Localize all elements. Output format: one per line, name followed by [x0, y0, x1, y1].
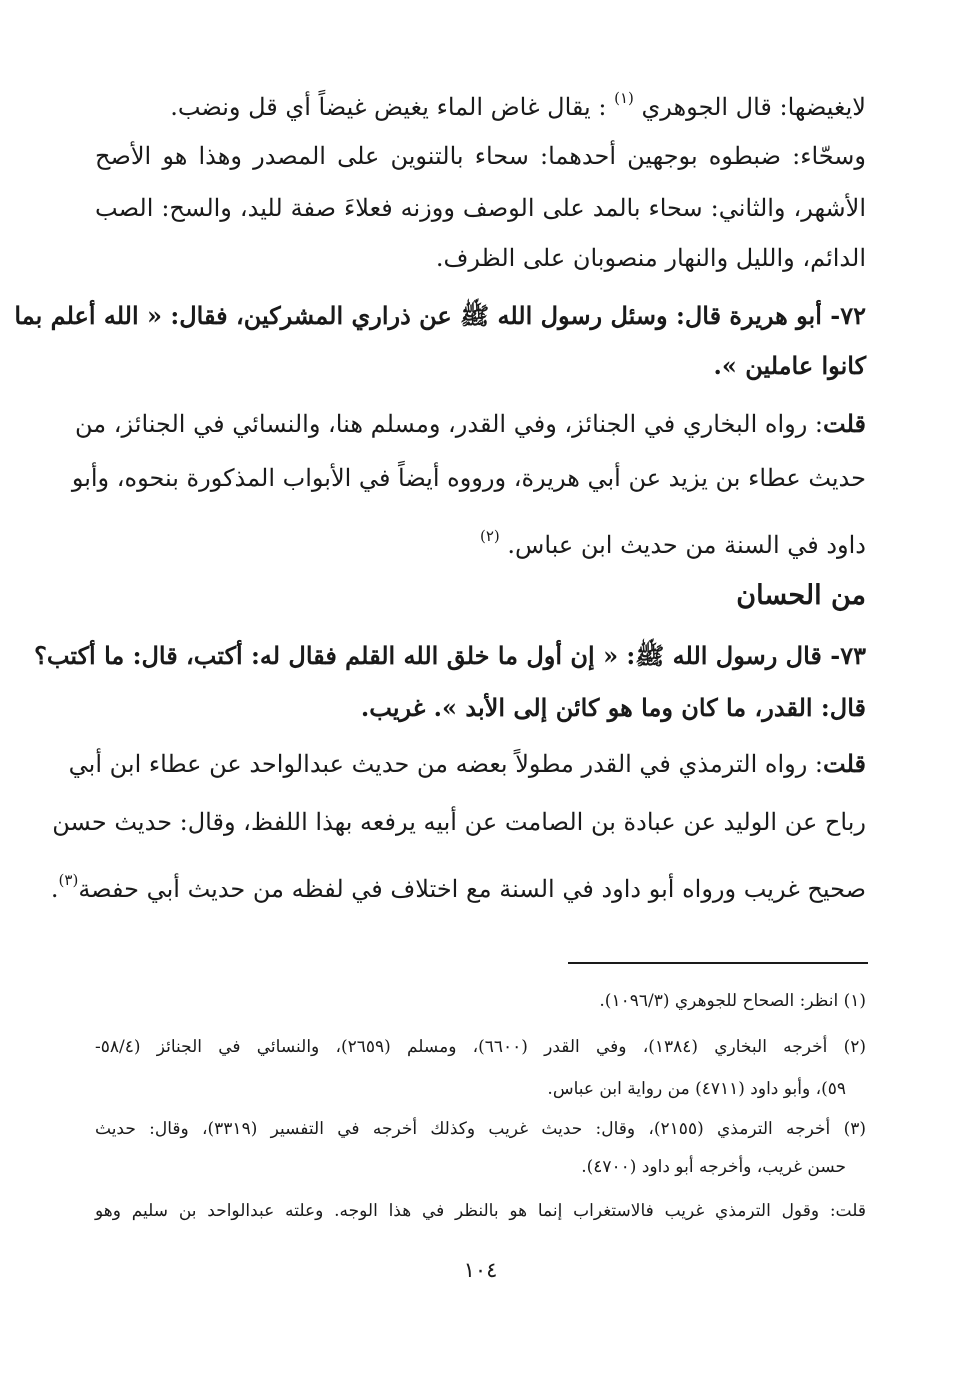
section-heading: من الحسان	[736, 580, 866, 611]
footnote: حسن غريب، وأخرجه أبو داود (٤٧٠٠).	[581, 1157, 846, 1177]
hadith-line: قال: القدر، ما كان وما هو كائن إلى الأبد ». غريب.	[360, 693, 866, 722]
footnote: (٣) أخرجه الترمذي (٢١٥٥)، وقال: حديث غريب وكذلك أخرجه في التفسير (٣٣١٩)، وقال: حديث	[95, 1119, 866, 1139]
footnote: (٢) أخرجه البخاري (١٣٨٤)، وفي القدر (٦٦٠٠)، ومسلم (٢٦٥٩)، والنسائي في الجنائز (٥٨/٤-	[95, 1037, 867, 1057]
text-line: الدائم، والليل والنهار منصوبان على الظرف.	[435, 244, 866, 272]
text-line: حديث عطاء بن يزيد عن أبي هريرة، ورووه أيضاً في الأبواب المذكورة بنحوه، وأبو	[71, 464, 866, 492]
text-segment: : رواه الترمذي في القدر مطولاً بعضه من حديث عبدالواحد عن عطاء ابن أبي	[68, 750, 824, 778]
hadith-line: ٧٢- أبو هريرة قال: وسئل رسول الله ﷺ عن ذراري المشركين، فقال: « الله أعلم بما	[14, 301, 866, 330]
text-line: الأشهر، والثاني: سحاء بالمد على الوصف ووزنه فعلاءَ صفة لليد، والسح: الصب	[95, 194, 867, 222]
footnote: ٥٩)، وأبو داود (٤٧١١) من رواية ابن عباس.	[547, 1079, 846, 1099]
text-line	[75, 404, 866, 444]
footnote: قلت: وقول الترمذي غريب فالاستغراب إنما هو بالنظر في هذا الوجه. وعلته عبدالواحد بن سليم وهو	[95, 1201, 866, 1221]
text-line	[68, 744, 866, 784]
text-segment: : يقال غاض الماء يغيض غيضاً أي قل ونضب.	[170, 93, 607, 121]
qult-label: قلت	[823, 409, 866, 438]
text-line: وسحّاء: ضبطوه بوجهين أحدهما: سحاء بالتنوين على المصدر وهذا هو الأصح	[95, 142, 866, 170]
text-segment: داود في السنة من حديث ابن عباس.	[507, 531, 866, 559]
footnote-separator	[568, 962, 868, 964]
text-segment: : رواه البخاري في الجنائز، وفي القدر، ومسلم هنا، والنسائي في الجنائز، من	[75, 410, 824, 438]
footnote-ref: (٣)	[58, 871, 79, 889]
text-segment: صحيح غريب ورواه أبو داود في السنة مع اختلاف في لفظه من حديث أبي حفصة	[78, 875, 866, 903]
text-segment: .	[50, 875, 59, 903]
hadith-line: ٧٣- قال رسول الله ﷺ: « إن أول ما خلق الله القلم فقال له: أكتب، قال: ما أكتب؟	[34, 641, 866, 670]
qult-label: قلت	[823, 749, 866, 778]
footnote: (١) انظر: الصحاح للجوهري (١٠٩٦/٣).	[599, 991, 866, 1011]
text-line	[95, 516, 866, 559]
page-number: ١٠٤	[463, 1258, 498, 1282]
footnote-ref: (١)	[614, 89, 634, 107]
footnote-ref: (٢)	[479, 527, 500, 545]
text-line	[95, 78, 866, 121]
text-line	[50, 860, 866, 903]
text-line: رباح عن الوليد عن عبادة بن الصامت عن أبيه يرفعه بهذا اللفظ، وقال: حديث حسن	[52, 808, 866, 836]
text-segment: لايغيضها: قال الجوهري	[641, 93, 866, 121]
hadith-line: كانوا عاملين ».	[713, 351, 866, 380]
